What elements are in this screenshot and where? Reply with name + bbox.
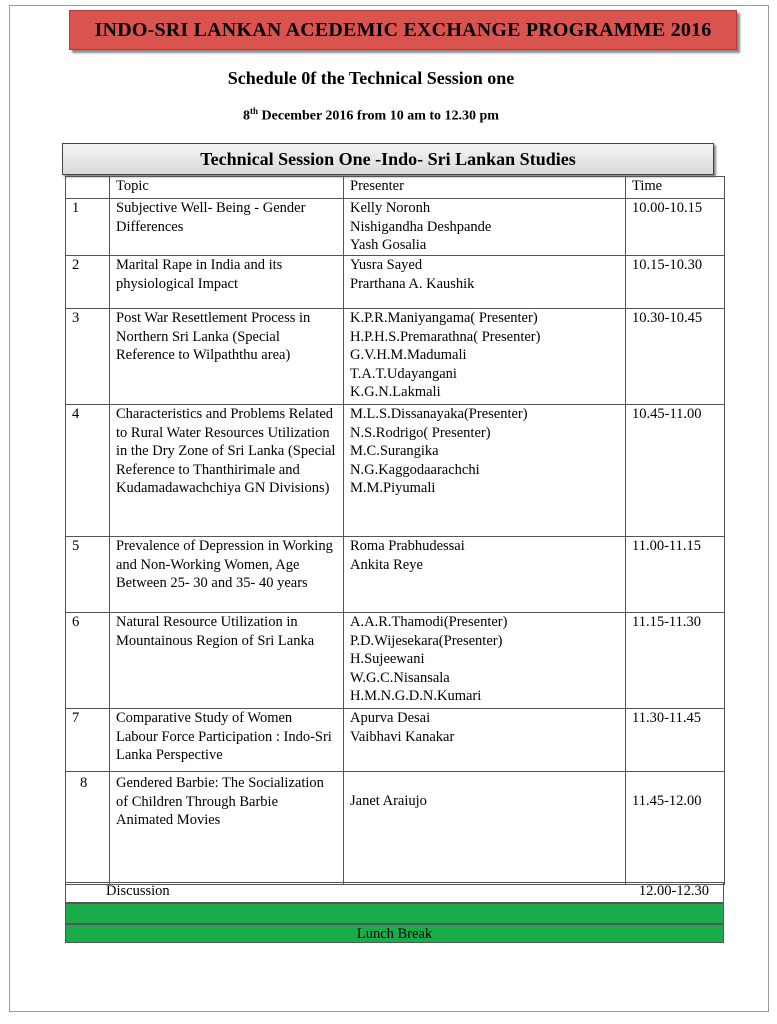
table-row — [66, 709, 725, 772]
row-time: 11.45-12.00 — [626, 772, 725, 885]
row-time: 11.15-11.30 — [626, 613, 725, 709]
row-num: 3 — [66, 309, 110, 405]
date-rest: December 2016 from 10 am to 12.30 pm — [258, 108, 499, 124]
session-title: Technical Session One -Indo- Sri Lankan Studies — [200, 148, 576, 169]
lunch-break-row — [65, 924, 724, 943]
row-presenter: M.L.S.Dissanayaka(Presenter) N.S.Rodrigo( Presenter) M.C.Surangika N.G.Kaggodaarachchi M.M.Piyumali — [344, 405, 626, 537]
row-time: 10.15-10.30 — [626, 256, 725, 309]
table-row — [66, 405, 725, 537]
row-topic: Natural Resource Utilization in Mountainous Region of Sri Lanka — [110, 613, 344, 709]
row-num: 1 — [66, 199, 110, 256]
row-topic: Prevalence of Depression in Working and Non-Working Women, Age Between 25- 30 and 35- 40 years — [110, 537, 344, 613]
table-row — [66, 613, 725, 709]
row-time: 10.30-10.45 — [626, 309, 725, 405]
table-row — [66, 309, 725, 405]
table-row — [66, 256, 725, 309]
discussion-time: 12.00-12.30 — [638, 883, 709, 899]
row-presenter: Roma Prabhudessai Ankita Reye — [344, 537, 626, 613]
schedule-subtitle: Schedule 0f the Technical Session one — [227, 68, 515, 88]
discussion-row — [65, 882, 724, 903]
row-num: 4 — [66, 405, 110, 537]
table-row — [66, 199, 725, 256]
discussion-label: Discussion — [106, 883, 170, 899]
row-presenter: K.P.R.Maniyangama( Presenter) H.P.H.S.Premarathna( Presenter) G.V.H.M.Madumali T.A.T.Udayangani K.G.N.Lakmali — [344, 309, 626, 405]
row-num: 8 — [66, 772, 110, 885]
row-topic: Gendered Barbie: The Socialization of Children Through Barbie Animated Movies — [110, 772, 344, 885]
session-title-box — [62, 143, 714, 175]
row-num: 2 — [66, 256, 110, 309]
header-topic: Topic — [110, 177, 344, 199]
row-time: 11.00-11.15 — [626, 537, 725, 613]
row-num: 7 — [66, 709, 110, 772]
row-time: 10.45-11.00 — [626, 405, 725, 537]
programme-banner — [69, 10, 737, 50]
row-topic: Subjective Well- Being - Gender Differences — [110, 199, 344, 256]
table-row — [66, 772, 725, 885]
date-day: 8 — [243, 108, 251, 124]
row-presenter: Apurva Desai Vaibhavi Kanakar — [344, 709, 626, 772]
table-row — [66, 537, 725, 613]
row-topic: Marital Rape in India and its physiological Impact — [110, 256, 344, 309]
row-topic: Comparative Study of Women Labour Force Participation : Indo-Sri Lanka Perspective — [110, 709, 344, 772]
header-time: Time — [626, 177, 725, 199]
schedule-table — [65, 176, 725, 885]
row-topic: Characteristics and Problems Related to Rural Water Resources Utilization in the Dry Zone of Sri Lanka (Special Reference to Thanthirimale and Kudamadawachchiya GN Divisions) — [110, 405, 344, 537]
row-time: 10.00-10.15 — [626, 199, 725, 256]
session-date — [0, 106, 742, 125]
date-suffix: th — [250, 106, 259, 116]
row-presenter: A.A.R.Thamodi(Presenter) P.D.Wijesekara(Presenter) H.Sujeewani W.G.C.Nisansala H.M.N.G.D.N.Kumari — [344, 613, 626, 709]
row-presenter: Kelly Noronh Nishigandha Deshpande Yash Gosalia — [344, 199, 626, 256]
header-num — [66, 177, 110, 199]
green-separator — [65, 903, 724, 924]
row-num: 6 — [66, 613, 110, 709]
programme-title: INDO-SRI LANKAN ACEDEMIC EXCHANGE PROGRAMME 2016 — [94, 18, 712, 41]
row-presenter: Yusra Sayed Prarthana A. Kaushik — [344, 256, 626, 309]
row-presenter: Janet Araiujo — [344, 772, 626, 885]
row-time: 11.30-11.45 — [626, 709, 725, 772]
row-topic: Post War Resettlement Process in Northern Sri Lanka (Special Reference to Wilpaththu area) — [110, 309, 344, 405]
header-presenter: Presenter — [344, 177, 626, 199]
lunch-break-label: Lunch Break — [356, 926, 433, 942]
table-header-row — [66, 177, 725, 199]
row-num: 5 — [66, 537, 110, 613]
